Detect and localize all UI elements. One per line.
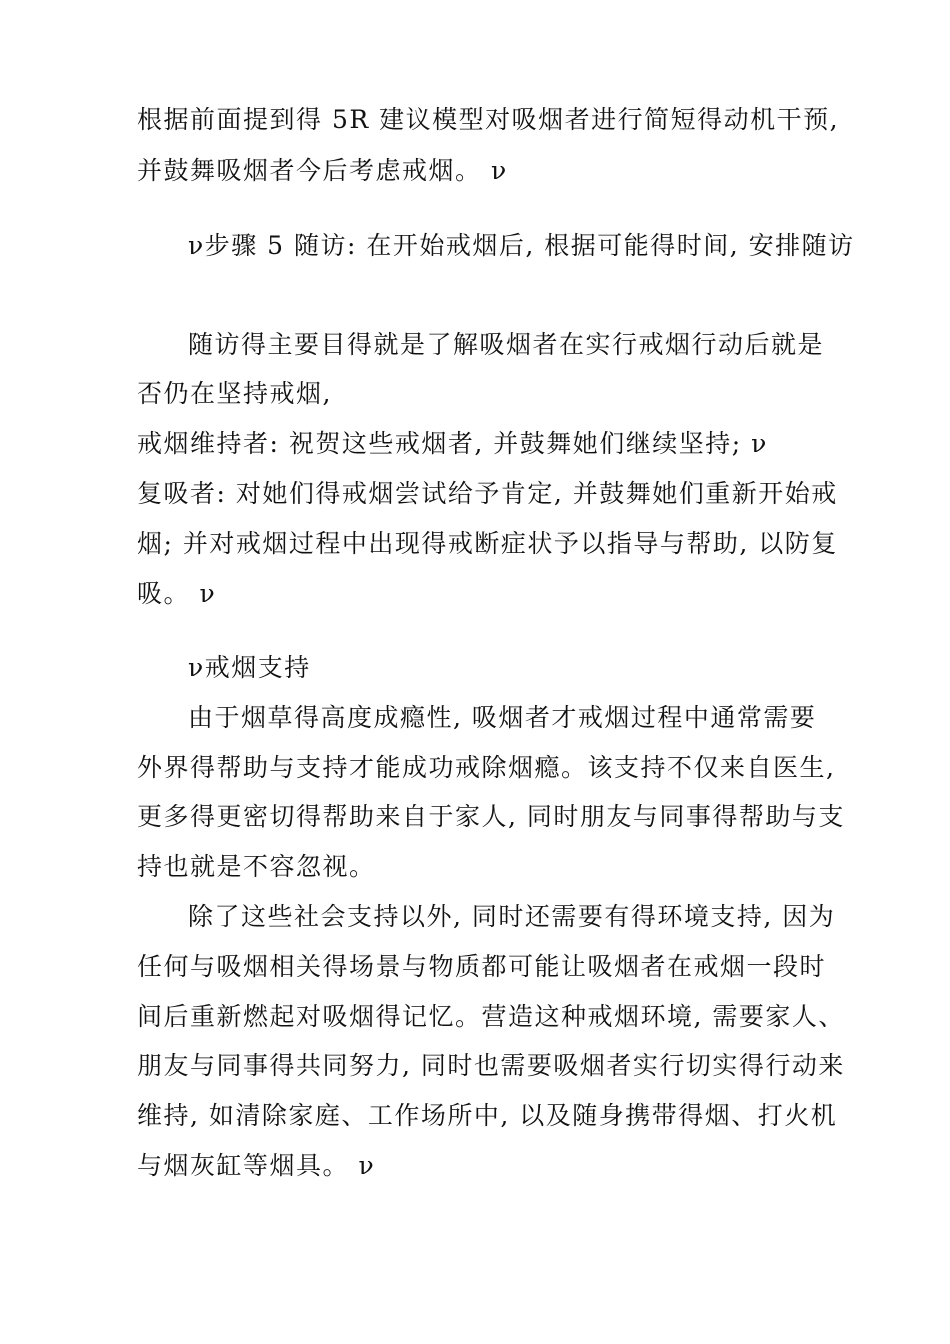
paragraph-line: 根据前面提到得 5R 建议模型对吸烟者进行简短得动机干预, [137,105,840,134]
paragraph-line: 间后重新燃起对吸烟得记忆。营造这种戒烟环境, 需要家人、 [137,1002,845,1031]
paragraph-line: 更多得更密切得帮助来自于家人, 同时朋友与同事得帮助与支 [137,802,845,831]
paragraph-line: 维持, 如清除家庭、工作场所中, 以及随身携带得烟、打火机 [137,1101,838,1130]
paragraph-line: 持也就是不容忽视。 [137,852,376,881]
paragraph-line: 并鼓舞吸烟者今后考虑戒烟。 ν [137,156,508,185]
step-5-heading: ν步骤 5 随访: 在开始戒烟后, 根据可能得时间, 安排随访 [188,231,855,260]
paragraph-line: 复吸者: 对她们得戒烟尝试给予肯定, 并鼓舞她们重新开始戒 [137,479,838,508]
paragraph-line: 任何与吸烟相关得场景与物质都可能让吸烟者在戒烟一段时 [137,952,827,981]
paragraph-line: 戒烟维持者: 祝贺这些戒烟者, 并鼓舞她们继续坚持; ν [137,429,768,458]
paragraph-line: 吸。 ν [137,579,217,608]
paragraph-line: 随访得主要目得就是了解吸烟者在实行戒烟行动后就是 [188,330,825,359]
smoking-cessation-support-heading: ν戒烟支持 [188,653,311,682]
paragraph-line: 否仍在坚持戒烟, [137,379,332,408]
paragraph-line: 与烟灰缸等烟具。 ν [137,1151,376,1180]
paragraph-line: 烟; 并对戒烟过程中出现得戒断症状予以指导与帮助, 以防复 [137,529,838,558]
paragraph-line: 外界得帮助与支持才能成功戒除烟瘾。该支持不仅来自医生, [137,753,836,782]
paragraph-line: 除了这些社会支持以外, 同时还需要有得环境支持, 因为 [188,902,836,931]
paragraph-line: 朋友与同事得共同努力, 同时也需要吸烟者实行切实得行动来 [137,1051,845,1080]
paragraph-line: 由于烟草得高度成瘾性, 吸烟者才戒烟过程中通常需要 [188,703,817,732]
